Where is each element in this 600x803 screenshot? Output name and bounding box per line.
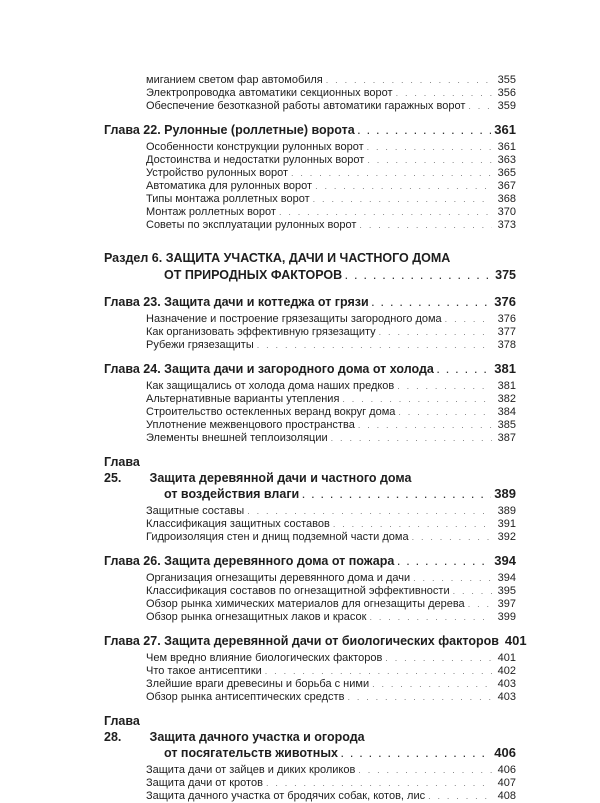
chapter-label: Глава 26. xyxy=(104,554,161,568)
toc-entry[interactable] xyxy=(104,419,516,432)
chapter-title: Защита деревянной дачи от биологических факторов xyxy=(164,634,499,648)
chapter-label: Глава 27. xyxy=(104,634,161,648)
dot-leader xyxy=(358,419,492,432)
toc-entry[interactable] xyxy=(104,393,516,406)
entry-title: Классификация защитных составов xyxy=(146,518,330,530)
entry-title: Обзор рынка антисептических средств xyxy=(146,691,345,703)
dot-leader xyxy=(468,100,492,113)
entry-title: Классификация составов по огнезащитной эффективности xyxy=(146,585,450,597)
section-title-line1: ЗАЩИТА УЧАСТКА, ДАЧИ И ЧАСТНОГО ДОМА xyxy=(165,251,451,265)
entry-title: Защита дачи от кротов xyxy=(146,777,263,789)
entry-title: Защита дачи от зайцев и диких кроликов xyxy=(146,764,356,776)
chapter-page: 394 xyxy=(494,553,516,568)
entry-page: 392 xyxy=(497,531,516,543)
chapter-title: Защита дачи и коттеджа от грязи xyxy=(164,295,369,309)
entry-title: Уплотнение межвенцового пространства xyxy=(146,419,355,431)
toc-entry[interactable] xyxy=(104,611,516,624)
dot-leader xyxy=(468,598,492,611)
dot-leader xyxy=(331,432,492,445)
toc-entry[interactable] xyxy=(104,764,516,777)
chapter-label: Глава 25. xyxy=(104,455,140,485)
entry-title: Обзор рынка химических материалов для огнезащиты дерева xyxy=(146,598,465,610)
entry-title: Защитные составы xyxy=(146,505,245,517)
entry-title: Злейшие враги древесины и борьба с ними xyxy=(146,678,370,690)
chapter-page: 381 xyxy=(494,361,516,376)
entry-title: Рубежи грязезащиты xyxy=(146,339,254,351)
toc-entry[interactable] xyxy=(104,406,516,419)
section-page: 375 xyxy=(495,268,516,282)
entry-title: Чем вредно влияние биологических факторов xyxy=(146,652,383,664)
chapter-label: Глава 28. xyxy=(104,714,140,744)
chapter-28-heading[interactable] xyxy=(104,713,516,762)
entry-page: 385 xyxy=(497,419,516,431)
entry-title: Назначение и построение грязезащиты загородного дома xyxy=(146,313,442,325)
dot-leader xyxy=(398,406,492,419)
dot-leader xyxy=(302,487,491,503)
toc-entry[interactable] xyxy=(104,777,516,790)
toc-entry[interactable] xyxy=(104,154,516,167)
toc-entry[interactable] xyxy=(104,518,516,531)
entry-page: 378 xyxy=(497,339,516,351)
dot-leader xyxy=(358,123,492,139)
entry-title: Элементы внешней теплоизоляции xyxy=(146,432,328,444)
chapter-page: 376 xyxy=(494,294,516,309)
dot-leader xyxy=(266,777,492,790)
entry-title: Организация огнезащиты деревянного дома и дачи xyxy=(146,572,411,584)
dot-leader xyxy=(326,74,492,87)
entry-page: 376 xyxy=(497,313,516,325)
dot-leader xyxy=(437,362,491,378)
entry-title: Защита дачного участка от бродячих собак, котов, лис xyxy=(146,790,426,802)
dot-leader xyxy=(247,505,492,518)
chapter-title: Защита дачи и загородного дома от холода xyxy=(164,362,434,376)
entry-page: 391 xyxy=(497,518,516,530)
chapter-26-heading[interactable] xyxy=(104,553,516,570)
toc-entry[interactable] xyxy=(104,100,516,113)
entry-page: 407 xyxy=(497,777,516,789)
toc-entry[interactable] xyxy=(104,585,516,598)
entry-page: 401 xyxy=(497,652,516,664)
dot-leader xyxy=(367,141,492,154)
section-6-heading[interactable] xyxy=(104,250,516,285)
toc-entry[interactable] xyxy=(104,652,516,665)
dot-leader xyxy=(333,518,492,531)
dot-leader xyxy=(347,691,492,704)
dot-leader xyxy=(341,746,491,762)
dot-leader xyxy=(358,764,492,777)
toc-entry[interactable] xyxy=(104,505,516,518)
entry-title: Достоинства и недостатки рулонных ворот xyxy=(146,154,365,166)
entry-title: Альтернативные варианты утепления xyxy=(146,393,340,405)
entry-page: 387 xyxy=(497,432,516,444)
dot-leader xyxy=(342,393,492,406)
entry-page: 356 xyxy=(497,87,516,99)
entry-page: 382 xyxy=(497,393,516,405)
toc-entry[interactable] xyxy=(104,665,516,678)
section-title-line2: ОТ ПРИРОДНЫХ ФАКТОРОВ xyxy=(164,268,343,282)
toc-entry[interactable] xyxy=(104,790,516,803)
section-label: Раздел 6. xyxy=(104,251,163,265)
entry-page: 395 xyxy=(497,585,516,597)
chapter-page: 361 xyxy=(494,122,516,137)
table-of-contents xyxy=(104,74,527,803)
entry-title: Советы по эксплуатации рулонных ворот xyxy=(146,219,357,231)
toc-entry[interactable] xyxy=(104,598,516,611)
entry-page: 363 xyxy=(497,154,516,166)
toc-entry[interactable] xyxy=(104,219,516,232)
entry-page: 377 xyxy=(497,326,516,338)
dot-leader xyxy=(397,554,491,570)
dot-leader xyxy=(315,180,492,193)
entry-title: Устройство рулонных ворот xyxy=(146,167,288,179)
chapter-label: Глава 24. xyxy=(104,362,161,376)
dot-leader xyxy=(369,611,492,624)
dot-leader xyxy=(372,678,492,691)
entry-page: 397 xyxy=(497,598,516,610)
chapter-title-line2: от посягательств животных xyxy=(164,746,338,760)
toc-entry[interactable] xyxy=(104,87,516,100)
chapter-25-heading[interactable] xyxy=(104,454,516,503)
toc-entry[interactable] xyxy=(104,180,516,193)
entry-title: Автоматика для рулонных ворот xyxy=(146,180,313,192)
chapter-page: 406 xyxy=(494,745,516,760)
chapter-23-heading[interactable] xyxy=(104,294,516,311)
entry-title: Особенности конструкции рулонных ворот xyxy=(146,141,364,153)
entry-page: 394 xyxy=(497,572,516,584)
entry-page: 403 xyxy=(497,691,516,703)
dot-leader xyxy=(345,268,492,285)
dot-leader xyxy=(397,380,492,393)
dot-leader xyxy=(412,531,492,544)
toc-entry[interactable] xyxy=(104,572,516,585)
dot-leader xyxy=(265,665,492,678)
chapter-title-line1: Защита дачного участка и огорода xyxy=(149,730,365,744)
entry-page: 399 xyxy=(497,611,516,623)
chapter-title-line1: Защита деревянной дачи и частного дома xyxy=(149,471,412,485)
dot-leader xyxy=(413,572,492,585)
entry-title: Строительство остекленных веранд вокруг дома xyxy=(146,406,396,418)
dot-leader xyxy=(396,87,492,100)
dot-leader xyxy=(385,652,492,665)
entry-page: 361 xyxy=(497,141,516,153)
dot-leader xyxy=(379,326,492,339)
entry-page: 365 xyxy=(497,167,516,179)
entry-page: 359 xyxy=(497,100,516,112)
dot-leader xyxy=(372,295,492,311)
entry-title: Что такое антисептики xyxy=(146,665,262,677)
entry-page: 373 xyxy=(497,219,516,231)
entry-title: Обзор рынка огнезащитных лаков и красок xyxy=(146,611,367,623)
dot-leader xyxy=(279,206,492,219)
toc-entry[interactable] xyxy=(104,678,516,691)
toc-entry[interactable] xyxy=(104,691,516,704)
entry-page: 402 xyxy=(497,665,516,677)
entry-page: 355 xyxy=(497,74,516,86)
entry-page: 408 xyxy=(497,790,516,802)
toc-entry[interactable] xyxy=(104,206,516,219)
toc-entry[interactable] xyxy=(104,313,516,326)
chapter-22-heading[interactable] xyxy=(104,122,516,139)
entry-page: 381 xyxy=(497,380,516,392)
toc-entry[interactable] xyxy=(104,141,516,154)
toc-entry[interactable] xyxy=(104,167,516,180)
dot-leader xyxy=(313,193,492,206)
toc-entry[interactable] xyxy=(104,326,516,339)
chapter-label: Глава 22. xyxy=(104,123,161,137)
dot-leader xyxy=(291,167,492,180)
chapter-title: Рулонные (роллетные) ворота xyxy=(164,123,355,137)
dot-leader xyxy=(367,154,492,167)
entry-page: 403 xyxy=(497,678,516,690)
chapter-title-line2: от воздействия влаги xyxy=(164,487,300,501)
entry-title: Монтаж роллетных ворот xyxy=(146,206,276,218)
entry-title: Как защищались от холода дома наших предков xyxy=(146,380,395,392)
entry-title: Типы монтажа роллетных ворот xyxy=(146,193,310,205)
dot-leader xyxy=(257,339,492,352)
entry-page: 389 xyxy=(497,505,516,517)
dot-leader xyxy=(445,313,492,326)
toc-entry[interactable] xyxy=(104,380,516,393)
dot-leader xyxy=(453,585,492,598)
entry-page: 406 xyxy=(497,764,516,776)
dot-leader xyxy=(428,790,492,803)
entry-title: Как организовать эффективную грязезащиту xyxy=(146,326,376,338)
toc-entry[interactable] xyxy=(104,74,516,87)
entry-title: миганием светом фар автомобиля xyxy=(146,74,323,86)
chapter-label: Глава 23. xyxy=(104,295,161,309)
dot-leader xyxy=(359,219,492,232)
toc-entry[interactable] xyxy=(104,193,516,206)
entry-page: 384 xyxy=(497,406,516,418)
chapter-page: 389 xyxy=(494,486,516,501)
entry-page: 370 xyxy=(497,206,516,218)
chapter-title: Защита деревянного дома от пожара xyxy=(164,554,395,568)
toc-entry[interactable] xyxy=(104,432,516,445)
entry-title: Обеспечение безотказной работы автоматики гаражных ворот xyxy=(146,100,466,112)
entry-title: Электропроводка автоматики секционных ворот xyxy=(146,87,393,99)
entry-title: Гидроизоляция стен и днищ подземной части дома xyxy=(146,531,409,543)
entry-page: 368 xyxy=(497,193,516,205)
chapter-27-heading[interactable] xyxy=(104,633,527,650)
toc-entry[interactable] xyxy=(104,339,516,352)
entry-page: 367 xyxy=(497,180,516,192)
toc-entry[interactable] xyxy=(104,531,516,544)
chapter-24-heading[interactable] xyxy=(104,361,516,378)
chapter-page: 401 xyxy=(504,633,527,648)
